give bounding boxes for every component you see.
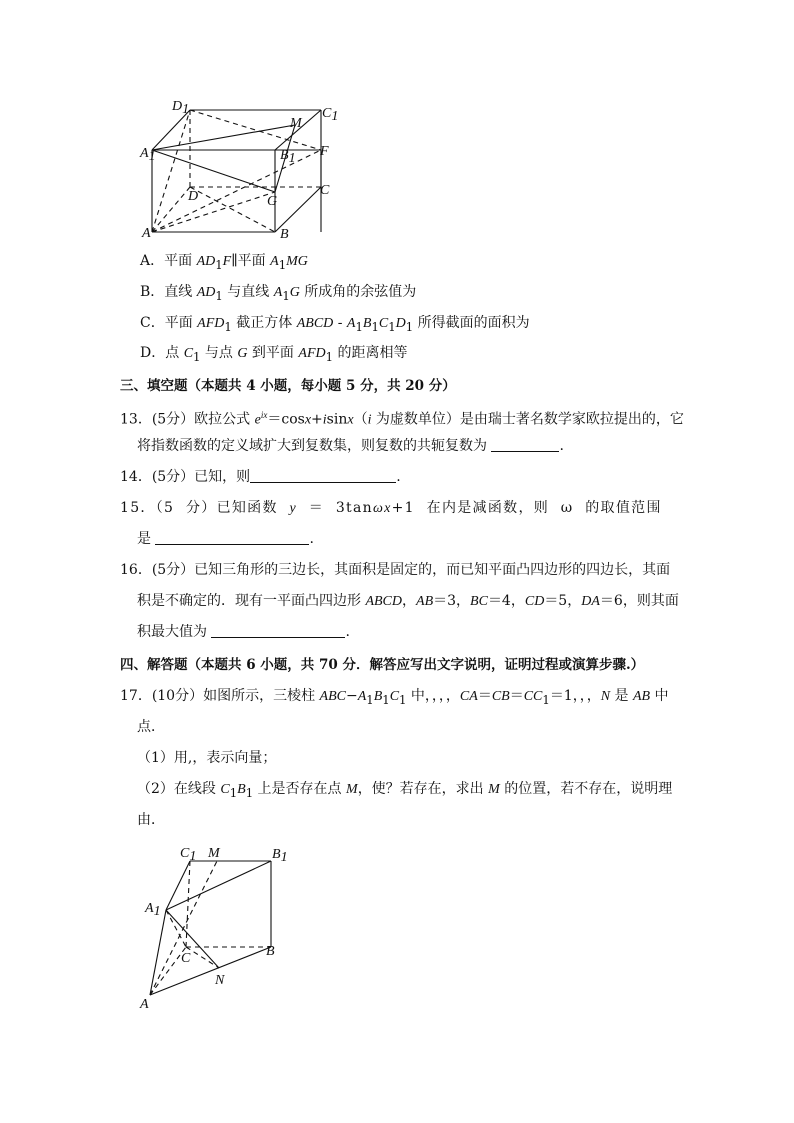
- label-c1: C1: [322, 106, 339, 124]
- option-d: D．点 $C_1$ 与点 G 到平面 $AFD_1$ 的距离相等: [140, 345, 408, 364]
- label-b: B: [280, 227, 289, 242]
- question-17-line-1: 17．(10分）如图所示，三棱柱 $ABC-A_1B_1C_1$ 中，，，，$CA=CB=CC_1=1$，，，N 是 AB 中: [120, 688, 669, 707]
- answer-blank-14[interactable]: [250, 467, 396, 483]
- question-13-line-1: 13．(5分）欧拉公式 $e^{ix}=\cos x+isinx(i$ 为虚数单位）是由瑞士著名数学家欧拉提出的，它: [120, 410, 684, 428]
- label-n: N: [215, 973, 225, 988]
- label-a: A: [142, 226, 151, 241]
- question-17-line-2: 点．: [137, 719, 165, 735]
- question-17-line-3: 由．: [137, 812, 165, 828]
- label-d: D: [188, 189, 199, 204]
- question-16-line-2: 积是不确定的．现有一平面凸四边形 ABCD，AB＝3，BC＝4，CD＝5，DA＝6，则其面: [137, 593, 679, 609]
- label-c: C: [320, 183, 330, 198]
- label-b: B: [266, 944, 275, 959]
- option-b: B．直线 $AD_1$ 与直线 $A_1G$ 所成角的余弦值为: [140, 284, 417, 303]
- label-a1: A1: [140, 146, 156, 164]
- question-16-line-1: 16．(5分）已知三角形的三边长，其面积是固定的，而已知平面凸四边形的四边长，其面: [120, 562, 671, 578]
- label-g: G: [267, 194, 278, 209]
- question-17-part-1: （1）用,，表示向量；: [137, 750, 277, 766]
- label-b1: B1: [272, 847, 288, 865]
- option-c: C．平面 $AFD_1$ 截正方体 ABCD - $A_1B_1C_1D_1$ 所得截面的面积为: [140, 315, 530, 334]
- question-15-line-2: 是 .: [137, 531, 314, 547]
- label-a: A: [140, 997, 149, 1012]
- label-b1: B1: [280, 148, 296, 166]
- option-a: A．平面 $AD_1F\parallel$平面 $A_1MG$: [140, 253, 308, 272]
- question-17-part-2: （2）在线段 $C_1B_1$ 上是否存在点 M，使？若存在，求出 M 的位置，若不存在，说明理: [137, 781, 673, 800]
- question-14: 14．(5分）已知，则 .: [120, 469, 401, 485]
- question-16-line-3: 积最大值为 .: [137, 624, 350, 640]
- label-a1: A1: [145, 901, 161, 919]
- label-m: M: [208, 846, 220, 861]
- answer-blank-16[interactable]: [211, 622, 345, 638]
- answer-blank-15[interactable]: [155, 529, 309, 545]
- label-c: C: [181, 951, 191, 966]
- label-c1: C1: [180, 846, 197, 864]
- prism-figure: [135, 840, 305, 1015]
- question-15-line-1: 15．（5 分）已知函数 y ＝ 3tanωx+1 在内是减函数，则 ω 的取值范围: [120, 500, 662, 516]
- label-d1: D1: [172, 99, 190, 117]
- answer-blank-13[interactable]: [491, 436, 559, 452]
- cube-figure: [130, 95, 350, 245]
- label-m: M: [290, 116, 302, 131]
- label-f: F: [320, 144, 329, 159]
- section-3-title: 三、填空题（本题共 4 小题，每小题 5 分，共 20 分）: [120, 378, 456, 394]
- question-13-line-2: 将指数函数的定义域扩大到复数集，则复数的共轭复数为 .: [137, 438, 564, 454]
- section-4-title: 四、解答题（本题共 6 小题，共 70 分．解答应写出文字说明，证明过程或演算步骤.）: [120, 657, 645, 673]
